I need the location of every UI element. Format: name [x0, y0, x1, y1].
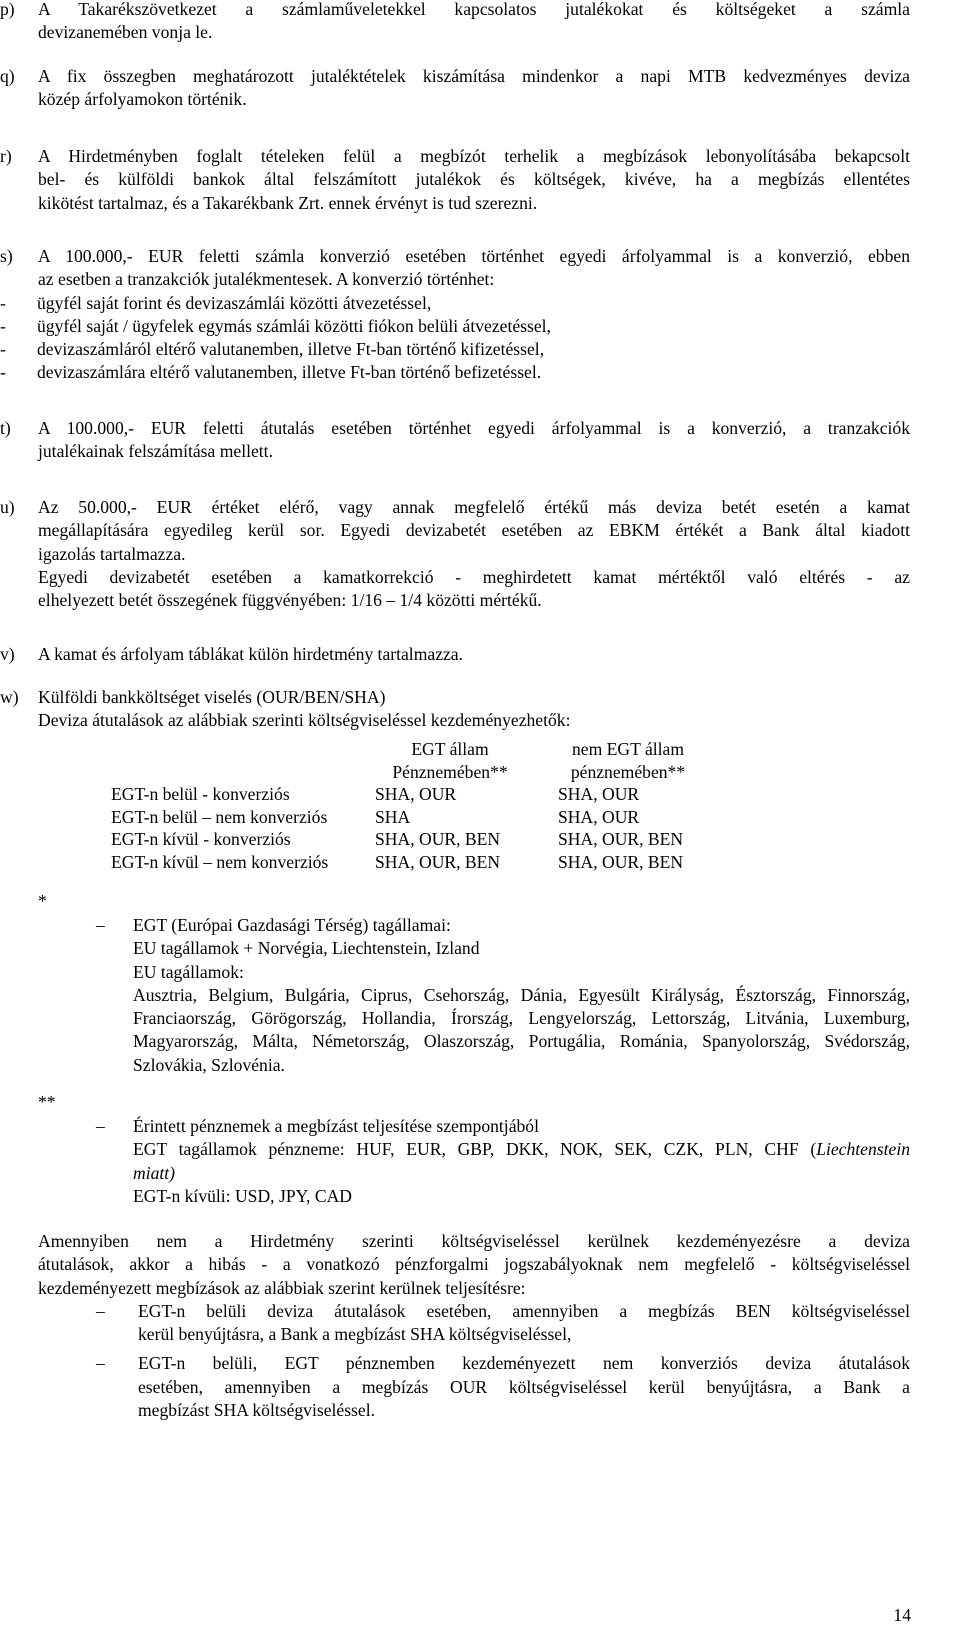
text-line: Deviza átutalások az alábbiak szerinti költségviseléssel kezdeményezhetők:: [38, 710, 571, 731]
table-cell: SHA, OUR, BEN: [375, 851, 501, 872]
text-line: jutalékainak felszámítása mellett.: [38, 441, 273, 462]
text-line: EGT-n belüli deviza átutalások esetében, amennyiben a megbízás BEN költségviseléssel: [138, 1300, 910, 1321]
text-line: Érintett pénznemek a megbízást teljesítése szempontjából: [133, 1116, 539, 1136]
section-marker: v): [0, 644, 15, 664]
table-cell: EGT-n kívül - konverziós: [111, 829, 291, 850]
text-line: miatt): [133, 1162, 176, 1183]
section-marker: p): [0, 0, 15, 19]
bullet-mark: -: [0, 362, 6, 383]
table-row: [111, 806, 731, 829]
text-line: az esetben a tranzakciók jutalékmentesek. A konverzió történhet:: [38, 269, 495, 290]
footnote-marker: **: [38, 1092, 56, 1112]
section-t: [0, 417, 910, 464]
table-cell: SHA, OUR: [558, 806, 640, 827]
text-line: A 100.000,- EUR feletti számla konverzió esetében történhet egyedi árfolyammal is a konverzió, ebben: [38, 246, 910, 266]
text-line: közép árfolyamokon történik.: [38, 89, 247, 110]
text-line: bel- és külföldi bankok által felszámított jutalékok és költségek, kivéve, ha a megbízás ellentétes: [38, 169, 910, 190]
section-marker: t): [0, 418, 11, 438]
text-line: Az 50.000,- EUR értéket elérő, vagy annak megfelelő értékű más deviza betét esetén a kamat: [38, 497, 910, 517]
table-cell: SHA, OUR: [558, 784, 640, 805]
text-run-italic: Liechtenstein: [816, 1139, 910, 1160]
text-line: A kamat és árfolyam táblákat külön hirdetmény tartalmazza.: [38, 644, 464, 664]
list-item: [0, 361, 910, 384]
page-number: 14: [893, 1605, 911, 1625]
list-item: [0, 338, 910, 361]
text-line: megállapítására egyedileg kerül sor. Egyedi devizabetét esetében az EBKM értékét a Bank által kiadott: [38, 520, 910, 541]
footnote-egt-states: [0, 890, 910, 1075]
text-line: kerül benyújtásra, a Bank a megbízást SHA költségviseléssel,: [138, 1324, 572, 1345]
table-cell: EGT-n belül – nem konverziós: [111, 806, 328, 827]
text-line: esetében, amennyiben a megbízás OUR költségviseléssel kerül benyújtásra, a Bank a: [138, 1376, 910, 1397]
text-line: EU tagállamok:: [133, 961, 244, 982]
section-u: [0, 496, 910, 612]
bullet-text: ügyfél saját / ügyfelek egymás számlái közötti fiókon belüli átvezetéssel,: [37, 315, 551, 336]
section-marker: r): [0, 146, 12, 166]
text-line: EGT-n belüli, EGT pénznemben kezdeményezett nem konverziós deviza átutalások: [138, 1353, 910, 1374]
section-marker: w): [0, 687, 19, 707]
list-item: [96, 1352, 910, 1422]
table-header-row: [111, 738, 731, 761]
text-run: EGT tagállamok pénzneme: HUF, EUR, GBP, DKK, NOK, SEK, CZK, PLN, CHF (: [133, 1139, 817, 1160]
text-line: Szlovákia, Szlovénia.: [133, 1054, 285, 1075]
bullet-mark: -: [0, 339, 6, 360]
bullet-mark: -: [0, 315, 6, 336]
section-v: [0, 643, 910, 666]
text-line: EGT (Európai Gazdasági Térség) tagállamai:: [133, 915, 451, 935]
text-line: kezdeményezett megbízások az alábbiak szerint kerülnek teljesítésre:: [38, 1277, 526, 1298]
table-cell: SHA, OUR, BEN: [375, 829, 501, 850]
section-marker: q): [0, 66, 15, 86]
text-line: EGT-n kívüli: USD, JPY, CAD: [133, 1185, 352, 1206]
table-header-cell: [111, 738, 375, 761]
table-header-cell: Pénznemében**: [392, 761, 508, 782]
text-line: A 100.000,- EUR feletti átutalás esetében történhet egyedi árfolyammal is a konverzió, a tranzakciók: [38, 418, 910, 438]
section-r: [0, 145, 910, 215]
text-line: megbízást SHA költségviseléssel.: [138, 1400, 375, 1421]
table-cell: EGT-n belül - konverziós: [111, 784, 290, 805]
dash-mark: –: [96, 915, 105, 935]
cost-bearing-table: [111, 738, 731, 874]
text-line: A Takarékszövetkezet a számlaműveletekkel kapcsolatos jutalékokat és költségeket a számla: [38, 0, 910, 19]
text-line: elhelyezett betét összegének függvényében: 1/16 – 1/4 közötti mértékű.: [38, 590, 542, 611]
table-cell: SHA, OUR, BEN: [558, 829, 684, 850]
table-header-cell: [111, 761, 375, 784]
text-line: A Hirdetményben foglalt tételeken felül a megbízót terhelik a megbízások lebonyolításába bekapcsolt: [38, 146, 910, 166]
dash-mark: –: [96, 1353, 105, 1374]
section-q: [0, 65, 910, 112]
text-line: [133, 1138, 910, 1161]
list-item: [0, 315, 910, 338]
text-line: Ausztria, Belgium, Bulgária, Ciprus, Csehország, Dánia, Egyesült Királyság, Észtország, Finnország,: [133, 984, 910, 1005]
text-line: kikötést tartalmaz, és a Takarékbank Zrt. ennek érvényt is tud szerezni.: [38, 192, 538, 213]
text-line: igazolás tartalmazza.: [38, 543, 186, 564]
dash-mark: –: [96, 1300, 105, 1321]
list-item: [96, 1300, 910, 1347]
bullet-text: ügyfél saját forint és devizaszámlái közötti átvezetéssel,: [37, 292, 432, 313]
bullet-text: devizaszámláról eltérő valutanemben, illetve Ft-ban történő kifizetéssel,: [37, 339, 545, 360]
text-line: A fix összegben meghatározott jutaléktételek kiszámítása mindenkor a napi MTB kedvezményes deviza: [38, 66, 910, 86]
text-line: átutalások, akkor a hibás - a vonatkozó pénzforgalmi jogszabályoknak nem megfelelő - költségviseléssel: [38, 1254, 910, 1275]
section-s: [0, 245, 910, 385]
table-header-row: [111, 761, 731, 784]
bullet-text: devizaszámlára eltérő valutanemben, illetve Ft-ban történő befizetéssel.: [37, 362, 542, 383]
dash-mark: –: [96, 1116, 105, 1136]
table-row: [111, 851, 731, 874]
table-cell: EGT-n kívül – nem konverziós: [111, 851, 329, 872]
text-line: Magyarország, Málta, Németország, Olaszország, Portugália, Románia, Spanyolország, Svédország,: [133, 1031, 910, 1052]
table-row: [111, 783, 731, 806]
table-row: [111, 828, 731, 851]
section-p: [0, 0, 910, 45]
text-line: Külföldi bankköltséget viselés (OUR/BEN/SHA): [38, 687, 386, 707]
footnote-currencies: [0, 1091, 910, 1206]
closing-paragraph: [38, 1230, 910, 1422]
list-item: [0, 292, 910, 315]
table-header-cell: EGT állam: [411, 739, 489, 759]
section-w: [0, 686, 910, 733]
text-line: Amennyiben nem a Hirdetmény szerinti költségviseléssel kerülnek kezdeményezésre a deviza: [38, 1231, 910, 1251]
text-line: Franciaország, Görögország, Hollandia, Írország, Lengyelország, Lettország, Litvánia, Luxemburg,: [133, 1008, 910, 1029]
text-line: devizanemében vonja le.: [38, 22, 213, 43]
table-cell: SHA, OUR, BEN: [558, 851, 684, 872]
text-line: EU tagállamok + Norvégia, Liechtenstein, Izland: [133, 938, 480, 959]
section-marker: u): [0, 497, 15, 517]
bullet-mark: -: [0, 292, 6, 313]
footnote-marker: *: [38, 891, 47, 911]
section-marker: s): [0, 246, 13, 266]
table-cell: SHA, OUR: [375, 784, 457, 805]
text-line: Egyedi devizabetét esetében a kamatkorrekció - meghirdetett kamat mértéktől való eltérés - az: [38, 566, 910, 587]
table-header-cell: nem EGT állam: [571, 739, 685, 759]
table-cell: SHA: [375, 806, 411, 827]
table-header-cell: pénznemében**: [570, 761, 686, 782]
